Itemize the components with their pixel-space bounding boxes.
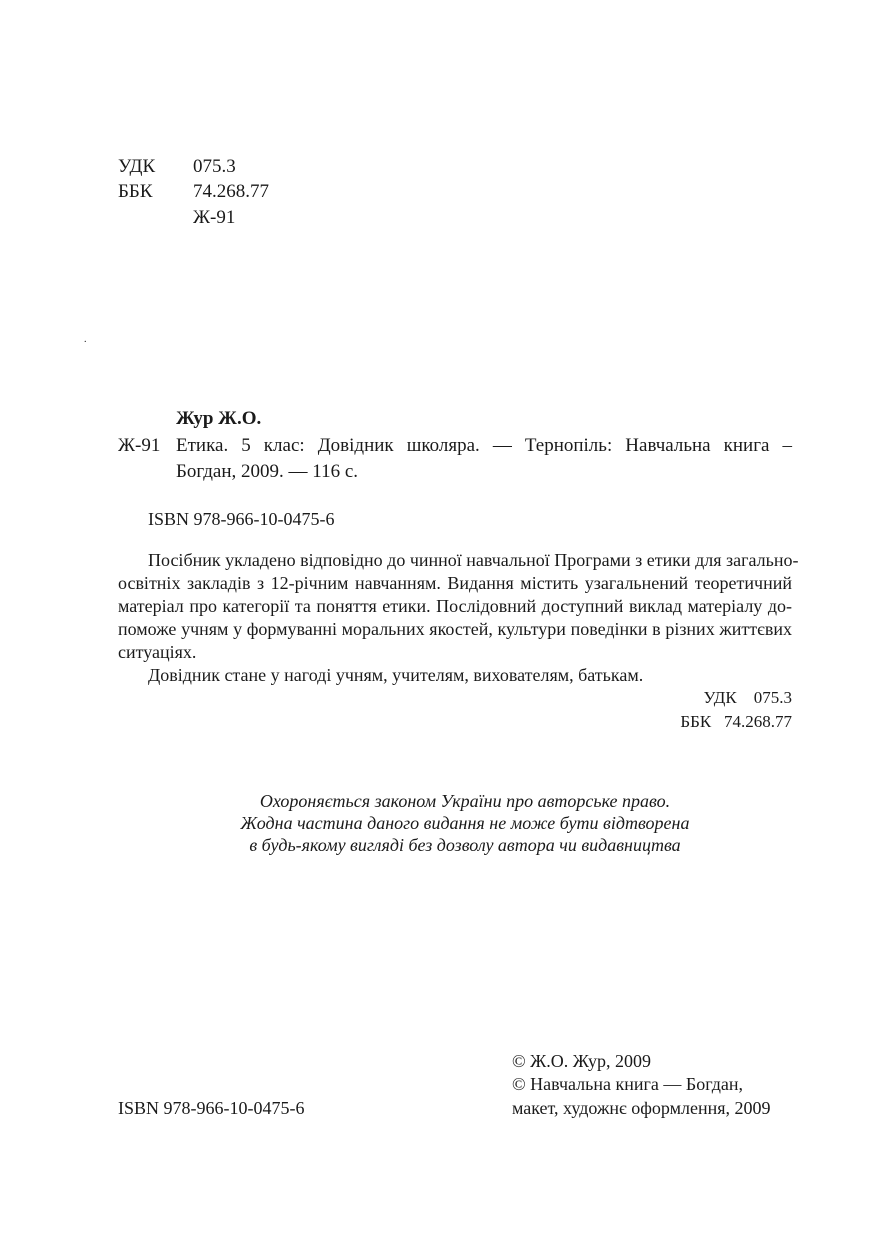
copyright-notice-line-1: Охороняється законом України про авторське право.: [259, 791, 671, 811]
annotation-bbk: ББК 74.268.77: [680, 712, 792, 731]
author-name: Жур Ж.О.: [176, 408, 262, 429]
annotation-line: освітніх закладів з 12-річним навчанням. Видання містить узагальнений теоретичний: [118, 573, 792, 593]
udk-row: [118, 155, 236, 179]
annotation-line: Посібник укладено відповідно до чинної навчальної Програми з етики для загально-: [148, 550, 799, 570]
copyright-author: © Ж.О. Жур, 2009: [512, 1051, 652, 1071]
annotation-line: поможе учням у формуванні моральних якостей, культури поведінки в різних життєвих: [118, 619, 792, 639]
bbk-label: ББК: [118, 181, 153, 202]
stray-mark: .: [84, 334, 87, 345]
annotation-line: матеріал про категорії та поняття етики. Послідовний доступний виклад матеріалу до-: [118, 596, 792, 616]
bbk-row: [118, 180, 269, 204]
udk-code: 075.3: [193, 156, 236, 177]
annotation-udk: УДК 075.3: [703, 688, 792, 707]
bbk-code: 74.268.77: [193, 181, 269, 202]
copyright-design: макет, художнє оформлення, 2009: [512, 1098, 771, 1118]
annotation-line: ситуаціях.: [118, 642, 197, 662]
copyright-notice-line-3: в будь-якому вигляді без дозволу автора чи видавництва: [249, 835, 681, 855]
annotation: [118, 549, 799, 687]
copyright-publisher: © Навчальна книга — Богдан,: [512, 1074, 743, 1094]
annotation-second-paragraph: Довідник стане у нагоді учням, учителям, вихователям, батькам.: [148, 665, 644, 685]
title-line-2: Богдан, 2009. — 116 с.: [176, 461, 359, 482]
title-line-1: Етика. 5 клас: Довідник школяра. — Тернопіль: Навчальна книга –: [176, 435, 792, 456]
udk-label: УДК: [118, 156, 156, 177]
isbn-bottom: ISBN 978-966-10-0475-6: [118, 1098, 305, 1118]
copyright-notice-line-2: Жодна частина даного видання не може бути відтворена: [240, 813, 690, 833]
record-cipher: Ж-91: [118, 435, 161, 456]
isbn-top: ISBN 978-966-10-0475-6: [148, 509, 335, 529]
author-mark-code: Ж-91: [193, 207, 236, 228]
